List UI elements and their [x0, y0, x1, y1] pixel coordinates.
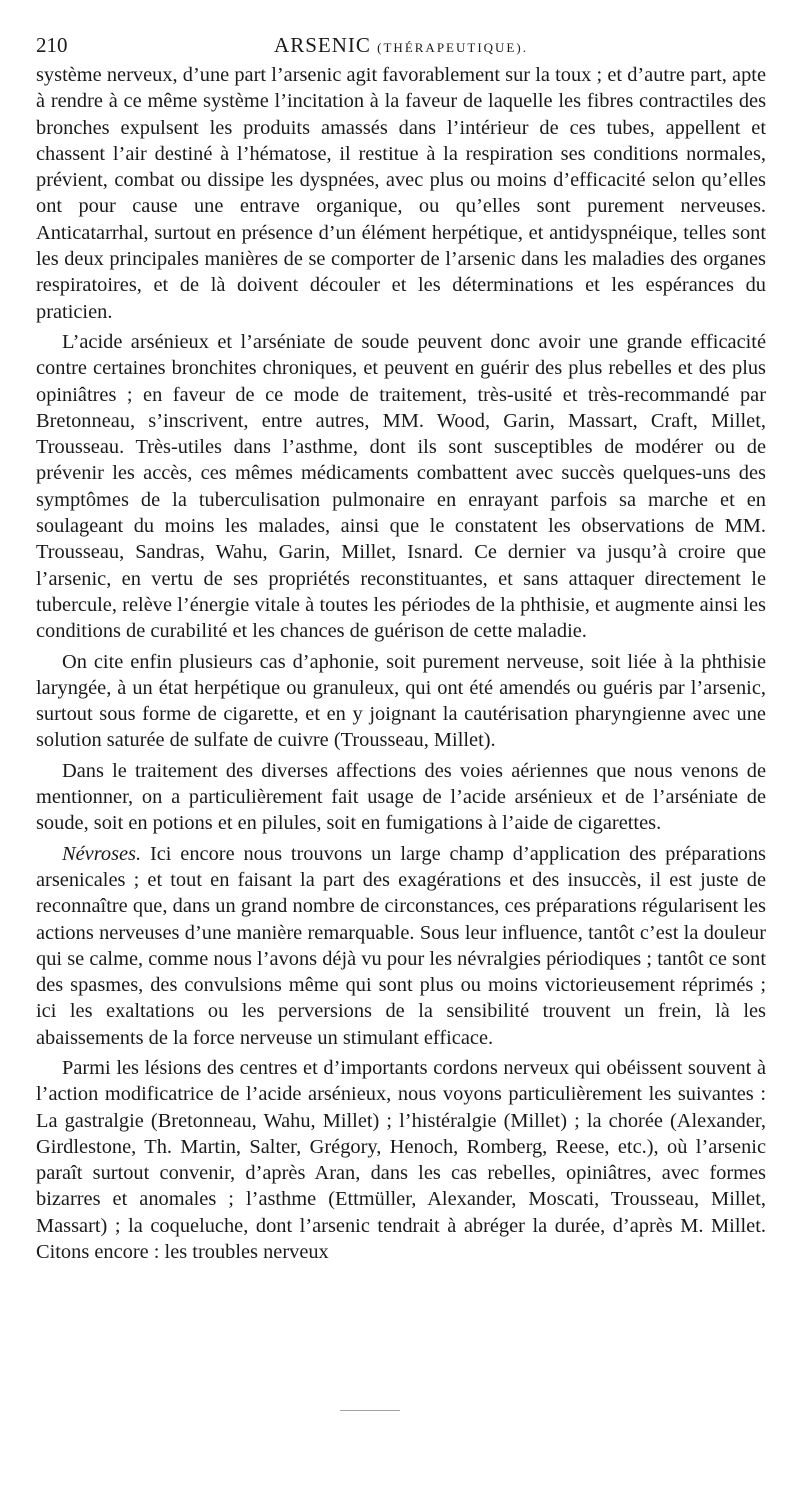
paragraph-4: Dans le traitement des diverses affections des voies aériennes que nous venons de mentionner, on a particulièrement fait usage de l’acide arsénieux et de l’arséniate de soude, soit en potions et en pilules, soit en fumigations à l’aide de cigarettes.: [36, 759, 766, 835]
paragraph-5: [36, 841, 766, 1051]
page-number: 210: [36, 33, 68, 57]
paragraph-3: On cite enfin plusieurs cas d’aphonie, soit purement nerveuse, soit liée à la phthisie laryngée, à un état herpétique ou granuleux, qui ont été amendés ou guéris par l’arsenic, surtout sous forme de cigarette, et en y joignant la cautérisation pharyngienne avec une solution saturée de sulfate de cuivre (Trousseau, Millet).: [36, 650, 766, 752]
footer-rule: [340, 1410, 400, 1413]
header-subtitle: (THÉRAPEUTIQUE).: [377, 40, 528, 55]
paragraph-6: Parmi les lésions des centres et d’importants cordons nerveux qui obéissent souvent à l’action modificatrice de l’acide arsénieux, nous voyons particulièrement les suivantes : La gastralgie (Bretonneau, Wahu, Millet) ; l’histéralgie (Millet) ; la chorée (Alexander, Girdlestone, Th. Martin, Salter, Grégory, Henoch, Romberg, Reese, etc.), où l’arsenic paraît surtout convenir, d’après Aran, dans les cas rebelles, opiniâtres, avec formes bizarres et anomales ; l’asthme (Ettmüller, Alexander, Moscati, Trousseau, Millet, Massart) ; la coqueluche, dont l’arsenic tendrait à abréger la durée, d’après M. Millet. Citons encore : les troubles nerveux: [36, 1056, 766, 1264]
paragraph-2: L’acide arsénieux et l’arséniate de soude peuvent donc avoir une grande efficacité contre certaines bronchites chroniques, et peuvent en guérir des plus rebelles et des plus opiniâtres ; en faveur de ce mode de traitement, très-usité et très-recommandé par Bretonneau, s’inscrivent, entre autres, MM. Wood, Garin, Massart, Craft, Millet, Trousseau. Très-utiles dans l’asthme, dont ils sont susceptibles de modérer ou de prévenir les accès, ces mêmes médicaments combattent avec succès quelques-uns des symptômes de la tuberculisation pulmonaire en enrayant parfois sa marche et en soulageant du moins les malades, ainsi que le constatent les observations de MM. Trousseau, Sandras, Wahu, Garin, Millet, Isnard. Ce dernier va jusqu’à croire que l’arsenic, en vertu de ses propriétés reconstituantes, et sans attaquer directement le tubercule, relève l’énergie vitale à toutes les périodes de la phthisie, et augmente ainsi les conditions de curabilité et les chances de guérison de cette maladie.: [36, 330, 766, 643]
running-title: [36, 32, 766, 61]
body-text: [36, 62, 766, 1269]
paragraph-5-text: Ici encore nous trouvons un large champ d’application des préparations arsenicales ; et tout en faisant la part des exagérations et des insuccès, il est juste de reconnaître que, dans un grand nombre de circonstances, ces préparations régularisent les actions nerveuses d’une manière remarquable. Sous leur influence, tantôt c’est la douleur qui se calme, comme nous l’avons déjà vu pour les névralgies périodiques ; tantôt ce sont des spasmes, des convulsions même qui sont plus ou moins victorieusement réprimés ; ici les exaltations ou les perversions de la sensibilité trouvent un frein, là les abaissements de la force nerveuse un stimulant efficace.: [36, 842, 766, 1049]
section-heading-nevroses: Névroses.: [62, 842, 142, 865]
header-title: ARSENIC: [274, 33, 371, 57]
paragraph-1: système nerveux, d’une part l’arsenic agit favorablement sur la toux ; et d’autre part, apte à rendre à ce même système l’incitation à la faveur de laquelle les fibres contractiles des bronches expulsent les produits amassés dans l’intérieur de ces tubes, appellent et chassent l’air destiné à l’hématose, il restitue à la respiration ses conditions normales, prévient, combat ou dissipe les dyspnées, avec plus ou moins d’efficacité selon qu’elles ont pour cause une entrave organique, ou qu’elles sont purement nerveuses. Anticatarrhal, surtout en présence d’un élément herpétique, et antidyspnéique, telles sont les deux principales manières de se comporter de l’arsenic dans les maladies des organes respiratoires, et de là doivent découler et les déterminations et les espérances du praticien.: [36, 64, 766, 323]
running-header: [36, 32, 766, 58]
